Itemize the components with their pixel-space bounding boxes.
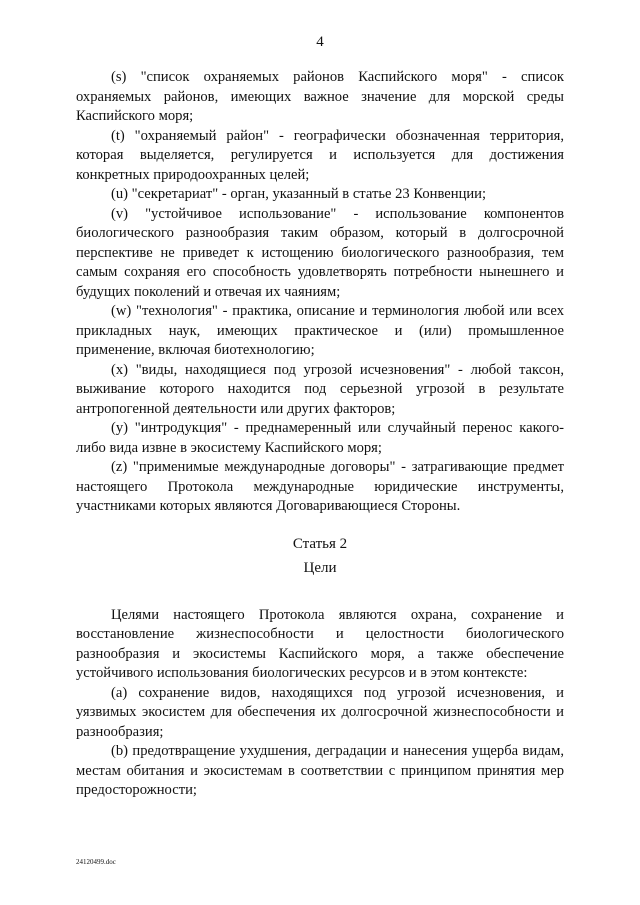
definition-z: (z) "применимые международные договоры" - затрагивающие предмет настоящего Протокола международные юридические инструменты, участниками которых являются Договаривающиеся Стороны.: [76, 459, 564, 514]
definition-s: (s) "список охраняемых районов Каспийского моря" - список охраняемых районов, имеющих важное значение для морской среды Каспийского моря;: [76, 69, 564, 124]
definition-x: (x) "виды, находящиеся под угрозой исчезновения" - любой таксон, выживание которого находится под серьезной угрозой в результате антропогенной деятельности или других факторов;: [76, 361, 564, 417]
definition-y: (y) "интродукция" - преднамеренный или случайный перенос какого-либо вида извне в экосистему Каспийского моря;: [76, 420, 564, 456]
objectives-intro: Целями настоящего Протокола являются охрана, сохранение и восстановление жизнеспособности и целостности биологического разнообразия и экосистемы Каспийского моря, а также обеспечение устойчивого использования биологических ресурсов и в этом контексте:: [76, 606, 564, 681]
definition-v: (v) "устойчивое использование" - использование компонентов биологического разнообразия таким образом, который в долгосрочной перспективе не приведет к истощению биологического разнообразия, тем самым сохраняя его способность удовлетворять потребности нынешнего и будущих поколений и отвечая их чаяниям;: [76, 205, 564, 300]
document-body: [76, 68, 564, 801]
objective-a: (a) сохранение видов, находящихся под угрозой исчезновения, и уязвимых экосистем для обеспечения их долгосрочной жизнеспособности и разнообразия;: [76, 684, 564, 740]
definition-t: (t) "охраняемый район" - географически обозначенная территория, которая выделяется, регулируется и используется для достижения конкретных природоохранных целей;: [76, 127, 564, 183]
article-title: Цели: [303, 559, 337, 576]
footer-filename: 24120499.doc: [76, 858, 116, 866]
objective-b: (b) предотвращение ухудшения, деградации и нанесения ущерба видам, местам обитания и экосистемам в соответствии с принципом принятия мер предосторожности;: [76, 743, 564, 798]
definition-w: (w) "технология" - практика, описание и терминология любой или всех прикладных наук, имеющих практическое и (или) промышленное применение, включая биотехнологию;: [76, 303, 564, 358]
page-number: 4: [316, 34, 324, 50]
definition-u: (u) "секретариат" - орган, указанный в статье 23 Конвенции;: [111, 186, 487, 202]
article-number: Статья 2: [292, 535, 348, 552]
